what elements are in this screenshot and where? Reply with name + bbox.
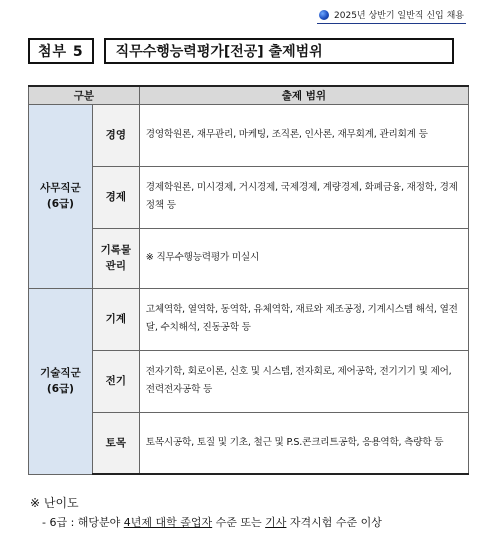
globe-icon (319, 10, 329, 20)
category-office: 사무직군 (6급) (29, 104, 93, 288)
header-range: 출제 범위 (139, 86, 468, 104)
exam-range-table (28, 85, 469, 475)
note-suffix: 자격시험 수준 이상 (286, 516, 382, 529)
subject-economics: 경제 (92, 166, 139, 228)
appendix-label: 첨부 5 (28, 38, 94, 64)
category-technical: 기술직군 (6급) (29, 288, 93, 474)
range-management: 경영학원론, 재무관리, 마케팅, 조직론, 인사론, 재무회계, 관리회계 등 (139, 104, 468, 166)
subject-records: 기록물 관리 (92, 228, 139, 288)
range-mechanical: 고체역학, 열역학, 동역학, 유체역학, 재료와 제조공정, 기계시스템 해석, 열전달, 수치해석, 진동공학 등 (139, 288, 468, 350)
header-badge-text: 2025년 상반기 일반직 신입 채용 (334, 11, 464, 21)
range-electrical: 전자기학, 회로이론, 신호 및 시스템, 전자회로, 제어공학, 전기기기 및 제어, 전력전자공학 등 (139, 350, 468, 412)
note-prefix: - 6급 : 해당분야 (42, 516, 124, 529)
header-badge (317, 8, 466, 24)
subject-mechanical: 기계 (92, 288, 139, 350)
title-row (28, 38, 454, 64)
page-title: 직무수행능력평가[전공] 출제범위 (104, 38, 454, 64)
difficulty-note-line (42, 514, 382, 530)
difficulty-note-title: ※ 난이도 (30, 496, 79, 510)
table-row (29, 350, 469, 412)
subject-management: 경영 (92, 104, 139, 166)
table-row (29, 104, 469, 166)
note-university: 4년제 대학 졸업자 (123, 516, 213, 529)
table-header-row (29, 86, 469, 104)
header-category: 구분 (29, 86, 140, 104)
note-engineer: 기사 (265, 516, 287, 529)
note-mid: 수준 또는 (212, 516, 266, 529)
table-row (29, 228, 469, 288)
table-row (29, 288, 469, 350)
table-row (29, 412, 469, 474)
table-row (29, 166, 469, 228)
range-civil: 토목시공학, 토질 및 기초, 철근 및 P.S.콘크리트공학, 응용역학, 측량학 등 (139, 412, 468, 474)
subject-electrical: 전기 (92, 350, 139, 412)
range-economics: 경제학원론, 미시경제, 거시경제, 국제경제, 계량경제, 화폐금융, 재정학, 경제정책 등 (139, 166, 468, 228)
range-records: ※ 직무수행능력평가 미실시 (139, 228, 468, 288)
subject-civil: 토목 (92, 412, 139, 474)
